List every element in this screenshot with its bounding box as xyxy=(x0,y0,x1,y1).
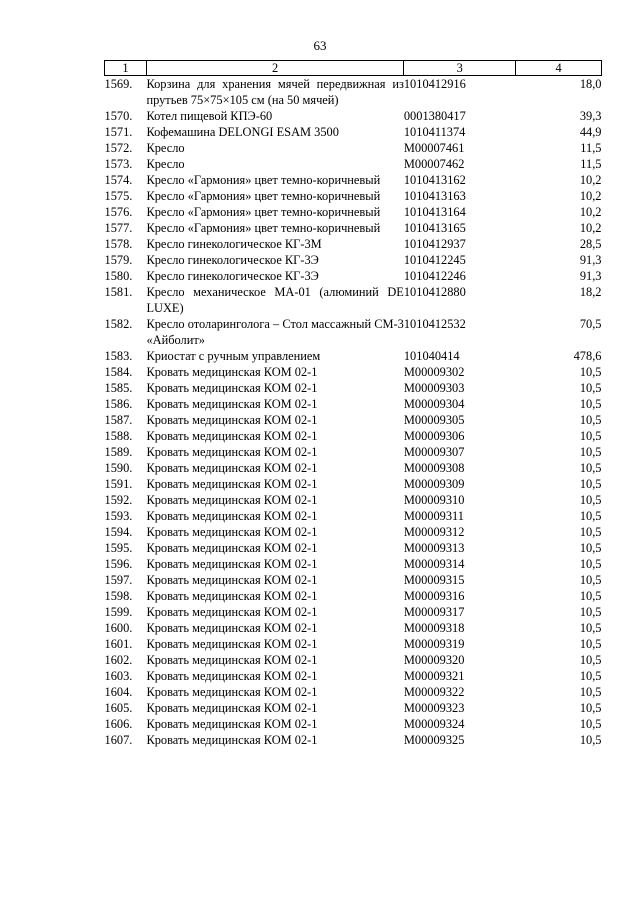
row-number: 1569. xyxy=(104,77,133,91)
row-value: 28,5 xyxy=(579,237,602,251)
row-name: Кресло гинекологическое КГ-3Э xyxy=(146,269,319,283)
row-value: 10,5 xyxy=(579,685,602,699)
row-value: 10,5 xyxy=(579,397,602,411)
row-number: 1582. xyxy=(104,317,133,331)
row-value: 10,5 xyxy=(579,573,602,587)
row-code: М00009320 xyxy=(403,653,465,667)
row-name: Кровать медицинская КОМ 02-1 xyxy=(146,669,318,683)
row-number: 1587. xyxy=(104,413,133,427)
row-value: 44,9 xyxy=(579,125,602,139)
table-row xyxy=(105,284,602,316)
table-row xyxy=(105,524,602,540)
row-value: 10,5 xyxy=(579,669,602,683)
table-row xyxy=(105,620,602,636)
row-number: 1601. xyxy=(104,637,133,651)
row-code: М00009310 xyxy=(403,493,465,507)
row-name: Кресло механическое МА-01 (алюминий DE LUXE) xyxy=(146,285,404,315)
table-row xyxy=(105,716,602,732)
row-value: 39,3 xyxy=(579,109,602,123)
row-value: 10,5 xyxy=(579,589,602,603)
row-name: Кровать медицинская КОМ 02-1 xyxy=(146,733,318,747)
row-value: 10,5 xyxy=(579,477,602,491)
row-value: 10,5 xyxy=(579,717,602,731)
row-code: М00009313 xyxy=(403,541,465,555)
row-name: Кровать медицинская КОМ 02-1 xyxy=(146,509,318,523)
table-row xyxy=(105,380,602,396)
inventory-table xyxy=(104,60,602,748)
row-value: 10,5 xyxy=(579,621,602,635)
row-name: Кровать медицинская КОМ 02-1 xyxy=(146,397,318,411)
table-row xyxy=(105,732,602,748)
row-name: Кресло xyxy=(146,141,185,155)
row-value: 91,3 xyxy=(579,269,602,283)
row-value: 70,5 xyxy=(579,317,602,331)
row-number: 1602. xyxy=(104,653,133,667)
row-number: 1584. xyxy=(104,365,133,379)
row-number: 1575. xyxy=(104,189,133,203)
row-name: Кровать медицинская КОМ 02-1 xyxy=(146,477,318,491)
row-code: 1010413163 xyxy=(403,189,466,203)
row-value: 10,2 xyxy=(579,205,602,219)
row-code: М00009322 xyxy=(403,685,465,699)
row-name: Кровать медицинская КОМ 02-1 xyxy=(146,637,318,651)
row-value: 18,2 xyxy=(579,285,602,299)
row-name: Кресло «Гармония» цвет темно-коричневый xyxy=(146,173,381,187)
table-row xyxy=(105,252,602,268)
row-value: 10,2 xyxy=(579,173,602,187)
table-row xyxy=(105,364,602,380)
row-code: 1010413165 xyxy=(403,221,466,235)
row-name: Кресло гинекологическое КГ-3Э xyxy=(146,253,319,267)
row-code: М00009321 xyxy=(403,669,465,683)
row-code: 1010412916 xyxy=(403,77,466,91)
row-code: М00009325 xyxy=(403,733,465,747)
row-value: 478,6 xyxy=(573,349,602,363)
table-row xyxy=(105,412,602,428)
table-row xyxy=(105,684,602,700)
table-row xyxy=(105,172,602,188)
row-code: М00009317 xyxy=(403,605,465,619)
row-code: М00009307 xyxy=(403,445,465,459)
table-row xyxy=(105,572,602,588)
table-row xyxy=(105,204,602,220)
table-row xyxy=(105,268,602,284)
table-row xyxy=(105,556,602,572)
row-name: Кофемашина DELONGI ESAM 3500 xyxy=(146,125,339,139)
table-row xyxy=(105,156,602,172)
row-value: 10,5 xyxy=(579,493,602,507)
row-code: 1010412245 xyxy=(403,253,466,267)
row-name: Кровать медицинская КОМ 02-1 xyxy=(146,573,318,587)
row-number: 1603. xyxy=(104,669,133,683)
row-number: 1604. xyxy=(104,685,133,699)
table-row xyxy=(105,188,602,204)
header-row xyxy=(105,61,602,76)
page-number: 63 xyxy=(313,38,327,53)
row-code: М00009323 xyxy=(403,701,465,715)
row-name: Кровать медицинская КОМ 02-1 xyxy=(146,493,318,507)
row-number: 1570. xyxy=(104,109,133,123)
row-value: 10,5 xyxy=(579,509,602,523)
row-number: 1590. xyxy=(104,461,133,475)
row-value: 10,5 xyxy=(579,637,602,651)
row-number: 1572. xyxy=(104,141,133,155)
row-name: Кровать медицинская КОМ 02-1 xyxy=(146,541,318,555)
row-code: 1010412246 xyxy=(403,269,466,283)
row-value: 10,5 xyxy=(579,733,602,747)
row-number: 1592. xyxy=(104,493,133,507)
row-code: 1010413164 xyxy=(403,205,466,219)
row-code: М00009306 xyxy=(403,429,465,443)
table-row xyxy=(105,428,602,444)
table-row xyxy=(105,140,602,156)
table-row xyxy=(105,76,602,109)
row-number: 1598. xyxy=(104,589,133,603)
table-row xyxy=(105,540,602,556)
table-row xyxy=(105,700,602,716)
row-number: 1586. xyxy=(104,397,133,411)
row-code: М00009309 xyxy=(403,477,465,491)
row-name: Кресло «Гармония» цвет темно-коричневый xyxy=(146,221,381,235)
row-value: 10,2 xyxy=(579,221,602,235)
row-code: 1010413162 xyxy=(403,173,466,187)
row-number: 1576. xyxy=(104,205,133,219)
row-number: 1607. xyxy=(104,733,133,747)
row-code: М00009303 xyxy=(403,381,465,395)
table-row xyxy=(105,396,602,412)
table-row xyxy=(105,668,602,684)
row-name: Кресло «Гармония» цвет темно-коричневый xyxy=(146,205,381,219)
row-number: 1596. xyxy=(104,557,133,571)
row-number: 1579. xyxy=(104,253,133,267)
row-name: Кресло «Гармония» цвет темно-коричневый xyxy=(146,189,381,203)
table-row xyxy=(105,652,602,668)
row-name: Кровать медицинская КОМ 02-1 xyxy=(146,413,318,427)
table-body xyxy=(105,76,602,749)
row-name: Кровать медицинская КОМ 02-1 xyxy=(146,429,318,443)
row-value: 18,0 xyxy=(579,77,602,91)
row-number: 1578. xyxy=(104,237,133,251)
row-value: 10,5 xyxy=(579,653,602,667)
row-name: Кровать медицинская КОМ 02-1 xyxy=(146,653,318,667)
row-code: М00009308 xyxy=(403,461,465,475)
row-name: Кровать медицинская КОМ 02-1 xyxy=(146,589,318,603)
row-name: Криостат с ручным управлением xyxy=(146,349,321,363)
row-name: Кровать медицинская КОМ 02-1 xyxy=(146,445,318,459)
row-name: Кровать медицинская КОМ 02-1 xyxy=(146,701,318,715)
row-code: 1010412937 xyxy=(403,237,466,251)
header-col-3: 3 xyxy=(404,61,516,76)
row-value: 10,5 xyxy=(579,541,602,555)
table-row xyxy=(105,588,602,604)
row-name: Корзина для хранения мячей передвижная из прутьев 75×75×105 см (на 50 мячей) xyxy=(146,77,404,107)
row-name: Кровать медицинская КОМ 02-1 xyxy=(146,717,318,731)
table-row xyxy=(105,444,602,460)
row-number: 1583. xyxy=(104,349,133,363)
row-number: 1593. xyxy=(104,509,133,523)
row-number: 1573. xyxy=(104,157,133,171)
row-value: 10,5 xyxy=(579,525,602,539)
row-number: 1606. xyxy=(104,717,133,731)
header-col-2: 2 xyxy=(146,61,403,76)
table-row xyxy=(105,492,602,508)
row-number: 1589. xyxy=(104,445,133,459)
table-row xyxy=(105,508,602,524)
row-code: М00007462 xyxy=(403,157,465,171)
table-row xyxy=(105,220,602,236)
row-value: 10,5 xyxy=(579,413,602,427)
row-code: М00009304 xyxy=(403,397,465,411)
row-name: Кресло xyxy=(146,157,185,171)
table-row xyxy=(105,604,602,620)
row-number: 1581. xyxy=(104,285,133,299)
row-code: М00009316 xyxy=(403,589,465,603)
row-number: 1599. xyxy=(104,605,133,619)
table-row xyxy=(105,348,602,364)
row-name: Кровать медицинская КОМ 02-1 xyxy=(146,381,318,395)
row-number: 1585. xyxy=(104,381,133,395)
row-value: 10,5 xyxy=(579,365,602,379)
row-value: 11,5 xyxy=(580,141,602,155)
row-number: 1605. xyxy=(104,701,133,715)
row-value: 10,5 xyxy=(579,605,602,619)
row-code: 1010411374 xyxy=(403,125,466,139)
row-number: 1594. xyxy=(104,525,133,539)
table-row xyxy=(105,476,602,492)
row-value: 91,3 xyxy=(579,253,602,267)
row-name: Котел пищевой КПЭ-60 xyxy=(146,109,273,123)
row-name: Кровать медицинская КОМ 02-1 xyxy=(146,461,318,475)
table-row xyxy=(105,108,602,124)
row-value: 10,5 xyxy=(579,429,602,443)
row-name: Кресло отоларинголога – Стол массажный СМ-3 «Айболит» xyxy=(146,317,404,347)
row-code: М00009305 xyxy=(403,413,465,427)
row-code: М00007461 xyxy=(403,141,465,155)
row-number: 1577. xyxy=(104,221,133,235)
table-header xyxy=(105,61,602,76)
row-code: М00009319 xyxy=(403,637,465,651)
row-name: Кровать медицинская КОМ 02-1 xyxy=(146,621,318,635)
header-col-4: 4 xyxy=(516,61,602,76)
row-code: 101040414 xyxy=(403,349,460,363)
row-number: 1597. xyxy=(104,573,133,587)
table-row xyxy=(105,316,602,348)
table-row xyxy=(105,124,602,140)
table-row xyxy=(105,460,602,476)
row-value: 10,5 xyxy=(579,381,602,395)
row-value: 10,5 xyxy=(579,445,602,459)
row-code: 1010412532 xyxy=(403,317,466,331)
row-code: М00009315 xyxy=(403,573,465,587)
row-number: 1595. xyxy=(104,541,133,555)
row-code: 1010412880 xyxy=(403,285,466,299)
row-number: 1580. xyxy=(104,269,133,283)
table-row xyxy=(105,236,602,252)
row-number: 1600. xyxy=(104,621,133,635)
table-row xyxy=(105,636,602,652)
row-code: М00009318 xyxy=(403,621,465,635)
row-code: 0001380417 xyxy=(403,109,466,123)
header-col-1: 1 xyxy=(105,61,147,76)
row-code: М00009314 xyxy=(403,557,465,571)
row-value: 10,5 xyxy=(579,701,602,715)
row-name: Кресло гинекологическое КГ-3М xyxy=(146,237,322,251)
row-number: 1571. xyxy=(104,125,133,139)
row-number: 1588. xyxy=(104,429,133,443)
row-name: Кровать медицинская КОМ 02-1 xyxy=(146,605,318,619)
row-code: М00009312 xyxy=(403,525,465,539)
row-value: 10,2 xyxy=(579,189,602,203)
row-name: Кровать медицинская КОМ 02-1 xyxy=(146,557,318,571)
row-name: Кровать медицинская КОМ 02-1 xyxy=(146,525,318,539)
row-number: 1574. xyxy=(104,173,133,187)
row-value: 10,5 xyxy=(579,461,602,475)
row-value: 11,5 xyxy=(580,157,602,171)
row-value: 10,5 xyxy=(579,557,602,571)
row-name: Кровать медицинская КОМ 02-1 xyxy=(146,685,318,699)
row-code: М00009324 xyxy=(403,717,465,731)
row-code: М00009311 xyxy=(403,509,464,523)
row-name: Кровать медицинская КОМ 02-1 xyxy=(146,365,318,379)
row-code: М00009302 xyxy=(403,365,465,379)
row-number: 1591. xyxy=(104,477,133,491)
